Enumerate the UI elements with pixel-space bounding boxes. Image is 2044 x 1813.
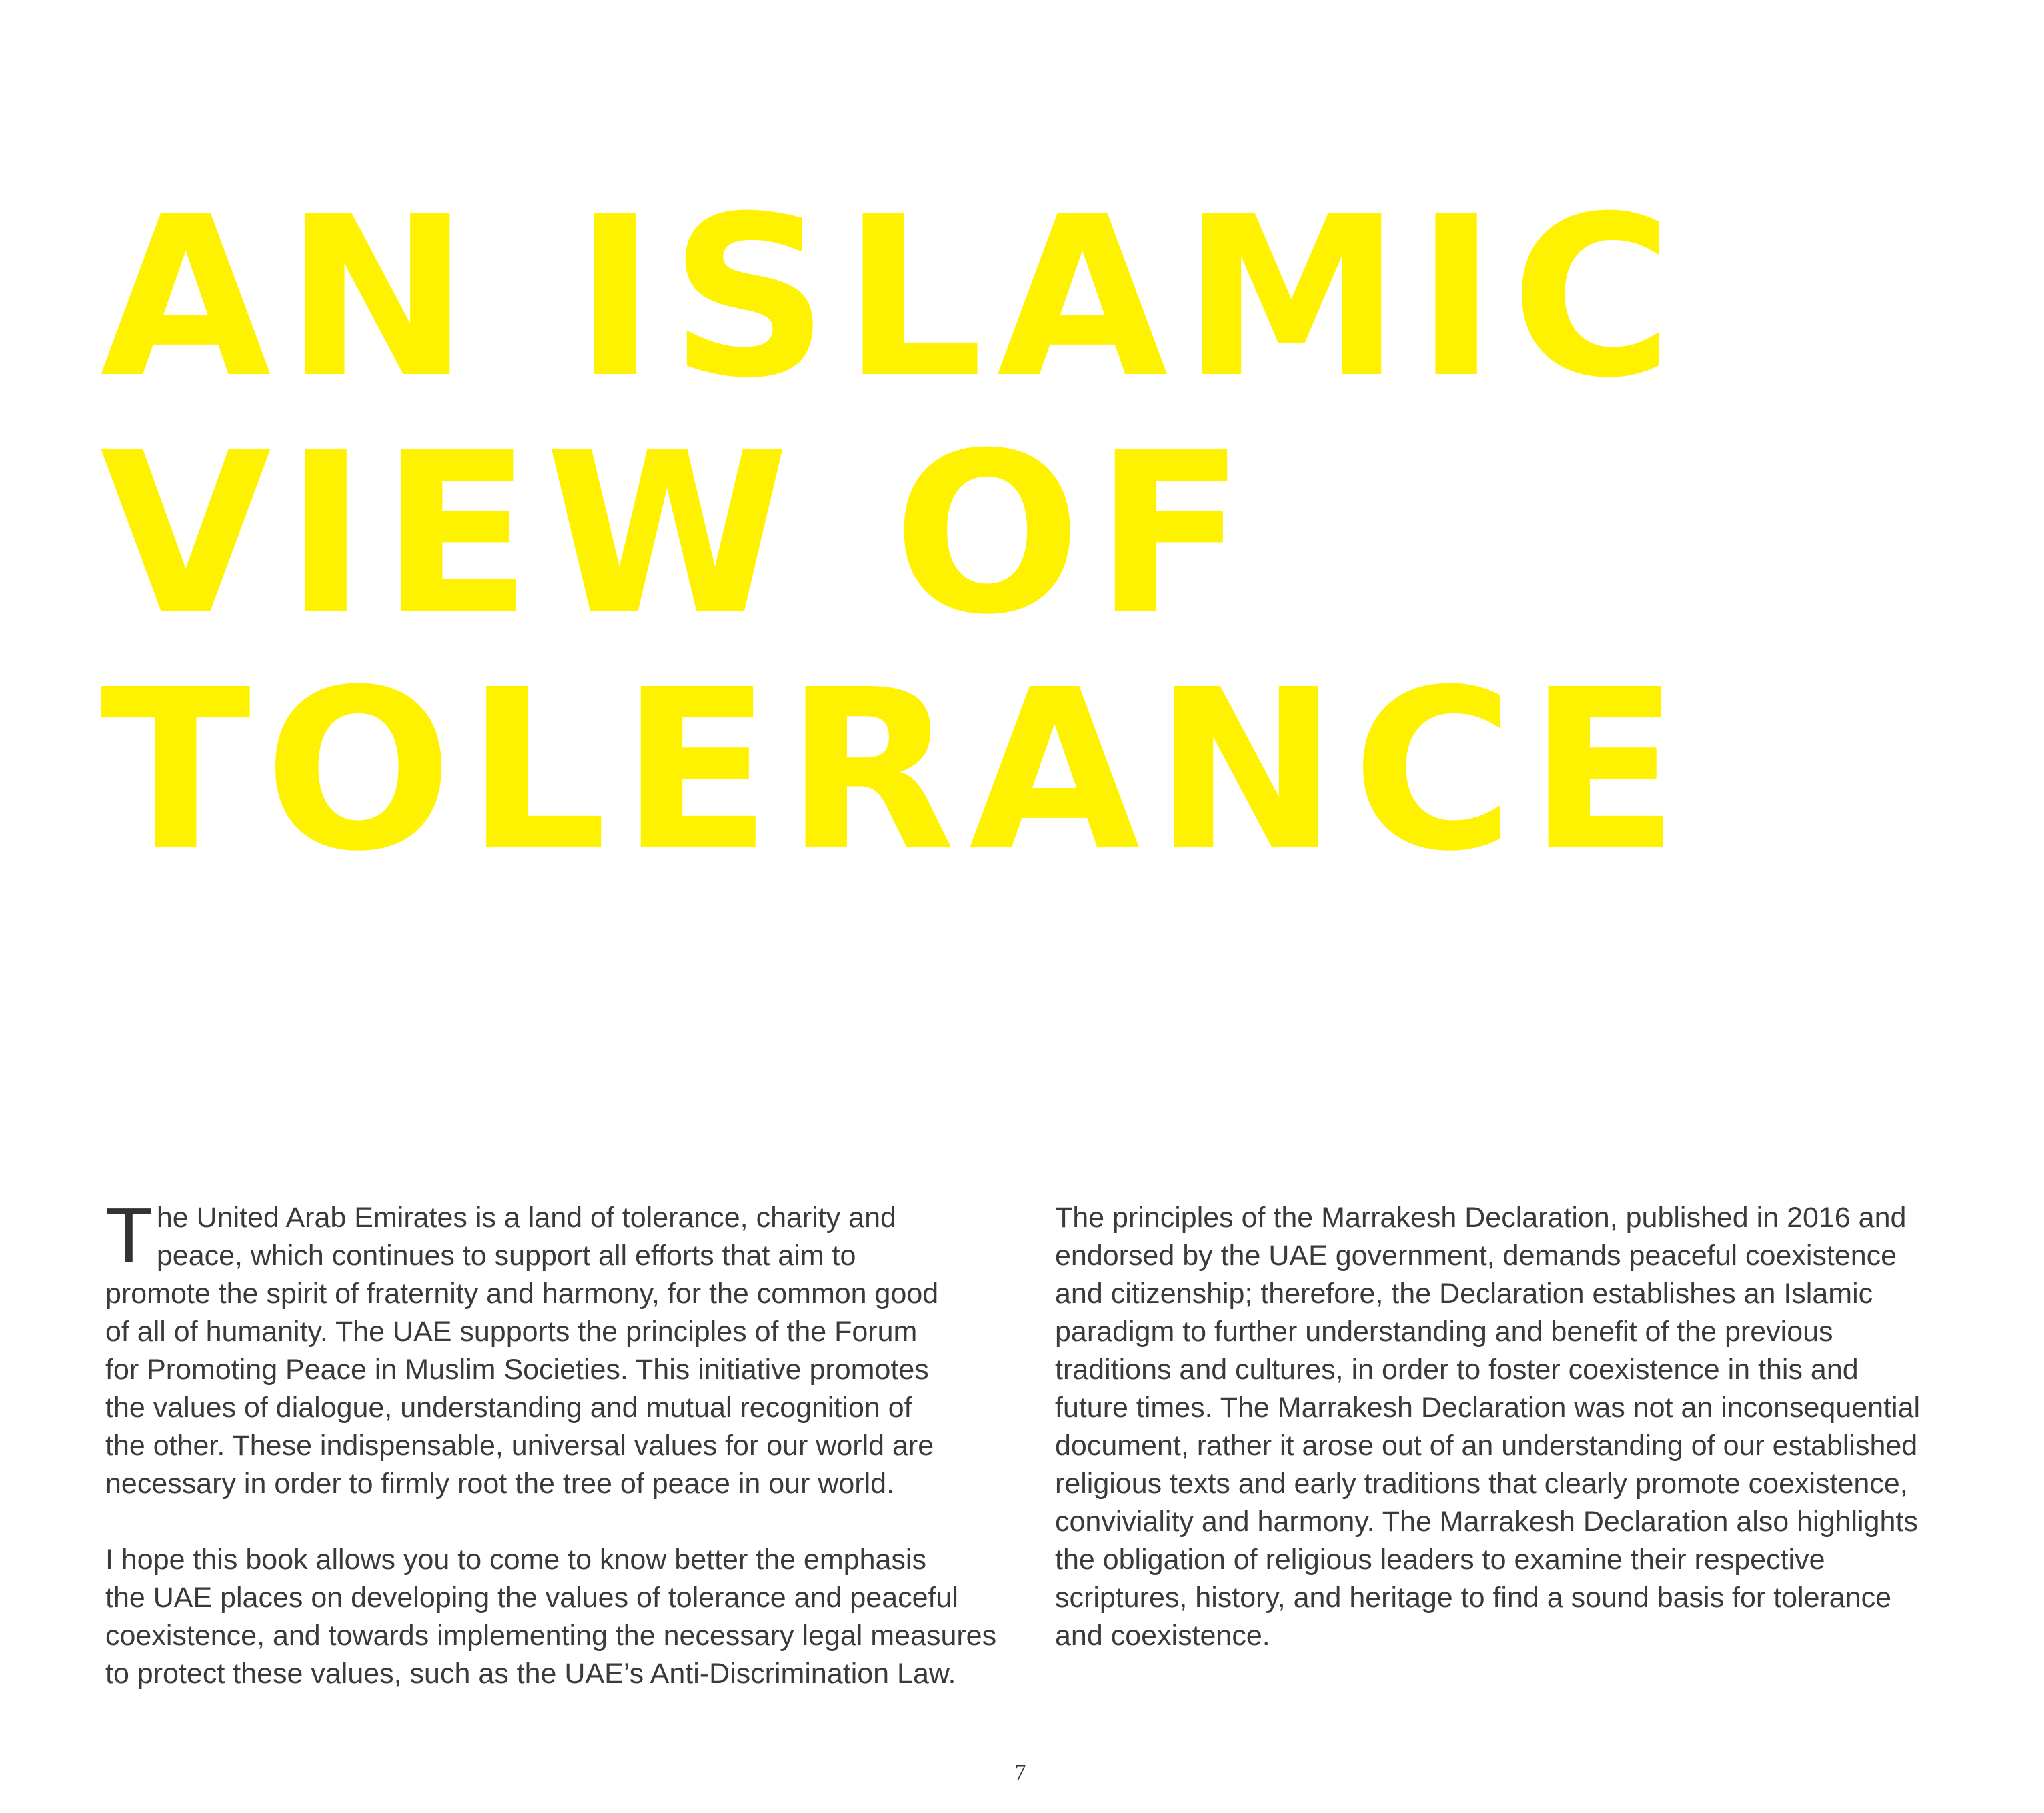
right-paragraph-1 [1055, 1199, 1942, 1655]
drop-cap: T [105, 1192, 153, 1278]
title-line-3: TOLERANCE [100, 643, 1693, 900]
text-line: of all of humanity. The UAE supports the principles of the Forum [105, 1316, 918, 1348]
text-line: to protect these values, such as the UAE’s Anti-Discrimination Law. [105, 1658, 956, 1690]
text-line: traditions and cultures, in order to foster coexistence in this and [1055, 1354, 1859, 1386]
page-title [100, 169, 1693, 900]
right-column [1055, 1199, 1942, 1655]
text-line: future times. The Marrakesh Declaration was not an inconsequential [1055, 1392, 1921, 1424]
left-paragraph-1 [105, 1192, 992, 1503]
text-line: religious texts and early traditions that clearly promote coexistence, [1055, 1468, 1908, 1500]
paragraph-gap [105, 1503, 992, 1541]
page-number: 7 [1014, 1760, 1026, 1785]
text-line: paradigm to further understanding and benefit of the previous [1055, 1316, 1833, 1348]
text-line: I hope this book allows you to come to know better the emphasis [105, 1544, 926, 1576]
text-line: promote the spirit of fraternity and harmony, for the common good [105, 1278, 939, 1310]
text-line: coexistence, and towards implementing the necessary legal measures [105, 1620, 997, 1652]
text-line: the obligation of religious leaders to examine their respective [1055, 1544, 1825, 1576]
title-line-2: VIEW OF [100, 406, 1260, 663]
text-line: necessary in order to firmly root the tree of peace in our world. [105, 1468, 895, 1500]
text-line: for Promoting Peace in Muslim Societies. This initiative promotes [105, 1354, 929, 1386]
text-line: he United Arab Emirates is a land of tolerance, charity and [156, 1202, 896, 1234]
left-paragraph-2 [105, 1541, 997, 1693]
text-line: The principles of the Marrakesh Declaration, published in 2016 and [1055, 1202, 1907, 1234]
text-line: endorsed by the UAE government, demands peaceful coexistence [1055, 1240, 1897, 1272]
text-line: and coexistence. [1055, 1620, 1270, 1652]
text-line: conviviality and harmony. The Marrakesh Declaration also highlights [1055, 1506, 1918, 1538]
text-line: the values of dialogue, understanding and mutual recognition of [105, 1392, 912, 1424]
title-line-1: AN ISLAMIC [100, 169, 1687, 427]
text-line: and citizenship; therefore, the Declaration establishes an Islamic [1055, 1278, 1873, 1310]
text-line: scriptures, history, and heritage to find a sound basis for tolerance [1055, 1582, 1892, 1614]
text-line: peace, which continues to support all efforts that aim to [156, 1240, 856, 1272]
text-line: the other. These indispensable, universal values for our world are [105, 1430, 934, 1462]
text-line: the UAE places on developing the values of tolerance and peaceful [105, 1582, 958, 1614]
left-column [105, 1192, 997, 1693]
text-line: document, rather it arose out of an understanding of our established [1055, 1430, 1918, 1462]
